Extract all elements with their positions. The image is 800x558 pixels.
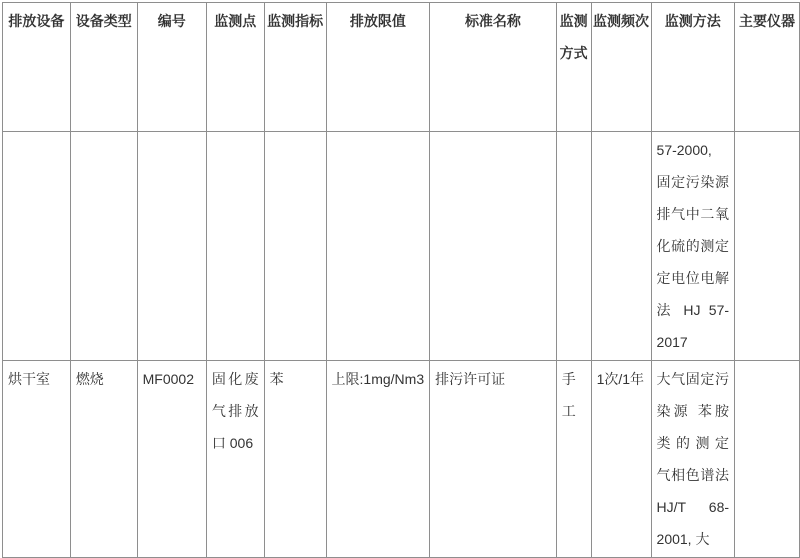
- column-header-monitoring-method-type: 监测方式: [556, 3, 591, 132]
- column-header-discharge-device: 排放设备: [3, 3, 71, 132]
- column-header-emission-limit: 排放限值: [326, 3, 430, 132]
- column-header-code: 编号: [137, 3, 206, 132]
- cell-code: [137, 132, 206, 361]
- cell-monitoring-frequency: 1次/1年: [591, 361, 651, 558]
- self-monitoring-table: [2, 2, 800, 558]
- cell-monitoring-point: 固化废气排放口 006: [206, 361, 264, 558]
- column-header-device-type: 设备类型: [70, 3, 137, 132]
- table-row: [3, 361, 800, 558]
- cell-device-type: 燃烧: [70, 361, 137, 558]
- column-header-monitoring-point: 监测点: [206, 3, 264, 132]
- cell-emission-limit: 上限:1mg/Nm3: [326, 361, 430, 558]
- cell-code: MF0002: [137, 361, 206, 558]
- column-header-monitoring-frequency: 监测频次: [591, 3, 651, 132]
- cell-monitoring-point: [206, 132, 264, 361]
- cell-monitoring-frequency: [591, 132, 651, 361]
- cell-device-type: [70, 132, 137, 361]
- cell-main-instrument: [735, 361, 800, 558]
- header-row: [3, 3, 800, 132]
- cell-discharge-device: 烘干室: [3, 361, 71, 558]
- cell-monitoring-method: 大气固定污染源 苯胺类的测定 气相色谱法 HJ/T 68-2001, 大: [651, 361, 735, 558]
- cell-monitoring-method: 57-2000, 固定污染源排气中二氧化硫的测定 定电位电解法 HJ 57-2017: [651, 132, 735, 361]
- column-header-monitoring-method: 监测方法: [651, 3, 735, 132]
- column-header-standard-name: 标准名称: [430, 3, 557, 132]
- cell-monitoring-method-type: 手工: [556, 361, 591, 558]
- cell-discharge-device: [3, 132, 71, 361]
- cell-emission-limit: [326, 132, 430, 361]
- table-row: [3, 132, 800, 361]
- cell-main-instrument: [735, 132, 800, 361]
- cell-standard-name: 排污许可证: [430, 361, 557, 558]
- cell-monitoring-indicator: 苯: [264, 361, 326, 558]
- cell-standard-name: [430, 132, 557, 361]
- column-header-main-instrument: 主要仪器: [735, 3, 800, 132]
- cell-monitoring-indicator: [264, 132, 326, 361]
- column-header-monitoring-indicator: 监测指标: [264, 3, 326, 132]
- cell-monitoring-method-type: [556, 132, 591, 361]
